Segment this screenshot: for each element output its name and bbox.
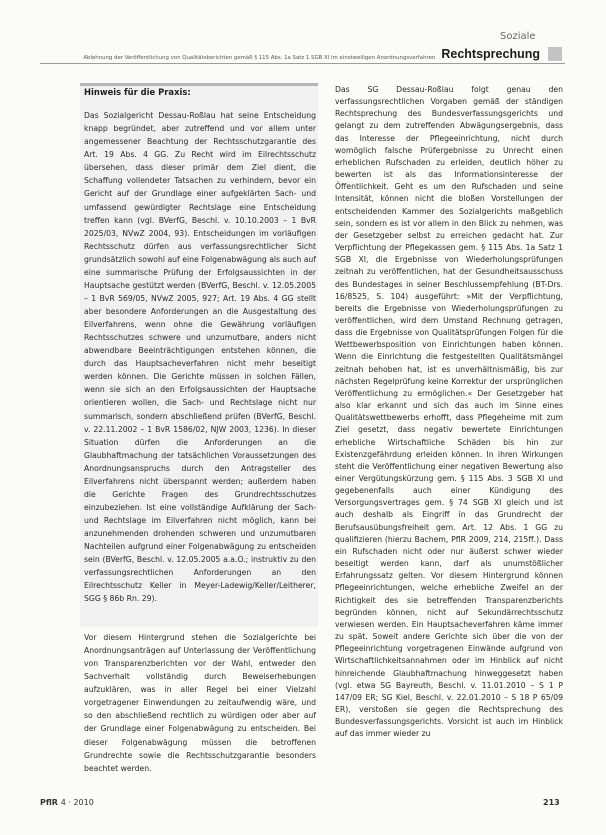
running-header (40, 47, 540, 61)
header-square-mark (548, 47, 562, 61)
left-column-paragraph: Vor diesem Hintergrund stehen die Sozialgerichte bei Anordnungsanträgen auf Unterlassung der Veröffentlichung von Transparenzberichten vor der Wahl, entweder den Sachverhalt vollständig durch Beweiserhebungen aufzuklären, was in aller Regel bei einer Vielzahl vorgetragener Einwendungen zu zeitaufwendig wäre, und so den abschließend rechtlich zu würdigen oder aber auf der Grundlage einer Folgenabwägung zu entscheiden. Bei dieser Folgenabwägung müssen die betroffenen Grundrechte sowie die Rechtsschutzgarantie besonders beachtet werden. (84, 633, 316, 773)
footer-journal-name: PflR (40, 798, 58, 807)
footer-journal (40, 798, 94, 807)
practice-note-paragraph: Das Sozialgericht Dessau-Roßlau hat seine Entscheidung knapp begründet, aber zutreffend und vor allem unter angemessener Beachtung der Rechtsschutzgarantie des Art. 19 Abs. 4 GG. Zu Recht wird im Eilrechtsschutz übersehen, dass dieser primär dem Ziel dient, die Schaffung vollendeter Tatsachen zu verhindern, bevor ein Gericht auf der Grundlage einer aufgeklärten Sach- und umfassend gewürdigter Rechtslage eine Entscheidung treffen kann (vgl. BVerfG, Beschl. v. 10.10.2003 – 1 BvR 2025/03, NVwZ 2004, 93). Entscheidungen im vorläufigen Rechtsschutz dürfen aus verfassungsrechtlicher Sicht grundsätzlich sowohl auf eine Folgenabwägung als auch auf eine summarische Prüfung der Erfolgsaussichten in der Hauptsache gestützt werden (BVerfG, Beschl. v. 12.05.2005 – 1 BvR 569/05, NVwZ 2005, 927; Art. 19 Abs. 4 GG stellt aber besondere Anforderungen an die Ausgestaltung des Eilverfahrens, wenn ohne die Gewährung vorläufigen Rechtsschutzes schwere und unzumutbare, anders nicht abwendbare Beeinträchtigungen entstehen können, die durch das Hauptsacheverfahren nicht mehr beseitigt werden können. Die Gerichte müssen in solchen Fällen, wenn sie sich an den Erfolgsaussichten der Hauptsache orientieren wollen, die Sach- und Rechtslage nicht nur summarisch, sondern abschließend prüfen (BVerfG, Beschl. v. 22.11.2002 – 1 BvR 1586/02, NJW 2003, 1236). In dieser Situation dürfen die Anforderungen an die Glaubhaftmachung der tatsächlichen Voraussetzungen des Anordnungsanspruchs durch den Antragsteller des Eilverfahrens nicht überspannt werden; außerdem haben die Gerichte Fragen des Grundrechtsschutzes einzubeziehen. Ist eine vollständige Aufklärung der Sach- und Rechtslage im Eilverfahren nicht möglich, kann bei anzunehmenden drohenden schweren und unzumutbaren Nachteilen aufgrund einer Folgenabwägung zu entscheiden sein (BVerfG, Beschl. v. 12.05.2005 a.a.O.; instruktiv zu den verfassungsrechtlichen Anforderungen an den Eilrechtsschutz Keller in Meyer-Ladewig/Keller/Leitherer, SGG § 86b Rn. 29). (84, 111, 316, 604)
footer-issue: 4 · 2010 (60, 798, 94, 807)
section-label: Soziale (500, 31, 536, 42)
section-heading: Rechtsprechung (441, 47, 540, 61)
practice-note-title: Hinweis für die Praxis: (84, 87, 191, 97)
practice-note (84, 83, 316, 605)
page-number: 213 (543, 798, 560, 807)
header-rule (40, 63, 565, 64)
running-title: Ablehnung der Veröffentlichung von Qualitätsberichten gemäß § 115 Abs. 1a Satz 1 SGB XI im einstweiligen Anordnungsverfahren (83, 55, 436, 61)
right-column-text: Das SG Dessau-Roßlau folgt genau den verfassungsrechtlichen Vorgaben gemäß der ständigen Rechtsprechung des Bundesverfassungsgerichts und gelangt zu dem zutreffenden Abwägungsergebnis, dass das Interesse der Pflegeeinrichtung, nicht durch womöglich falsche Prüfergebnisse zu Unrecht einen erheblichen Rufschaden zu erleiden, deutlich höher zu bewerten ist als das Informationsinteresse der Öffentlichkeit. Geht es um den Rufschaden und seine Intensität, können nicht die bloßen Vorstellungen der entscheidenden Kammer des Sozialgerichts maßgeblich sein, sondern es ist vor allem in den Blick zu nehmen, was der Gesetzgeber selbst zu erreichen gedacht hat. Zur Verpflichtung der Pflegekassen gem. § 115 Abs. 1a Satz 1 SGB XI, die Ergebnisse von Wiederholungsprüfungen zeitnah zu veröffentlichen, hat der Gesundheitsausschuss des Bundestages in seiner Beschlussempfehlung (BT-Drs. 16/8525, S. 104) ausgeführt: »Mit der Verpflichtung, bereits die Ergebnisse von Wiederholungsprüfungen zu veröffentlichen, wird dem Umstand Rechnung getragen, dass die Ergebnisse von Qualitätsprüfungen Folgen für die Wettbewerbsposition von Einrichtungen haben können. Wenn die Einrichtung die festgestellten Qualitätsmängel zeitnah behoben hat, ist es unverhältnismäßig, bis zur nächsten Regelprüfung keine Korrektur der ursprünglichen Veröffentlichung zu ermöglichen.« Der Gesetzgeber hat also klar erkannt und sich das auch im Sinne eines Qualitätswettbewerbs erhofft, dass Pflegeheime mit zum Ziel gesetzt, dass negativ bewertete Einrichtungen erhebliche Wirtschaftliche Schäden bis hin zur Existenzgefährdung erleiden können. In ihren Wirkungen steht die Veröffentlichung einer negativen Bewertung also einer Vergütungskürzung gem. § 115 Abs. 3 SGB XI und gegebenenfalls auch einer Kündigung des Versorgungsvertrages gem. § 74 SGB XI gleich und ist auch deshalb als Eingriff in das Grundrecht der Berufsausübungsfreiheit gem. Art. 12 Abs. 1 GG zu qualifizieren (hierzu Bachem, PflR 2009, 214, 215ff.). Dass ein Rufschaden nicht oder nur äußerst schwer wieder beseitigt werden kann, darf als unumstößlicher Erfahrungssatz gelten. Vor diesem Hintergrund können Pflegeeinrichtungen, welche erhebliche Zweifel an der Richtigkeit des sie betreffenden Transparenzberichts begründen können, nicht auf Sekundärrechtsschutz verwiesen werden. Ein Hauptsacheverfahren käme immer zu spät. Soweit andere Gerichte sich über die von der Pflegeeinrichtung vorgetragenen Einwände aufgrund von Wirtschaftlichkeitsannahmen oder im Hinblick auf nicht hinreichende Glaubhaftmachung hinweggesetzt haben (vgl. etwa SG Bayreuth, Beschl. v. 11.01.2010 – S 1 P 147/09 ER; SG Kiel, Beschl. v. 22.01.2010 – S 18 P 65/09 ER), verstoßen sie gegen die Rechtsprechung des Bundesverfassungsgerichts. Vorsicht ist auch im Hinblick auf das immer wieder zu (335, 85, 563, 739)
